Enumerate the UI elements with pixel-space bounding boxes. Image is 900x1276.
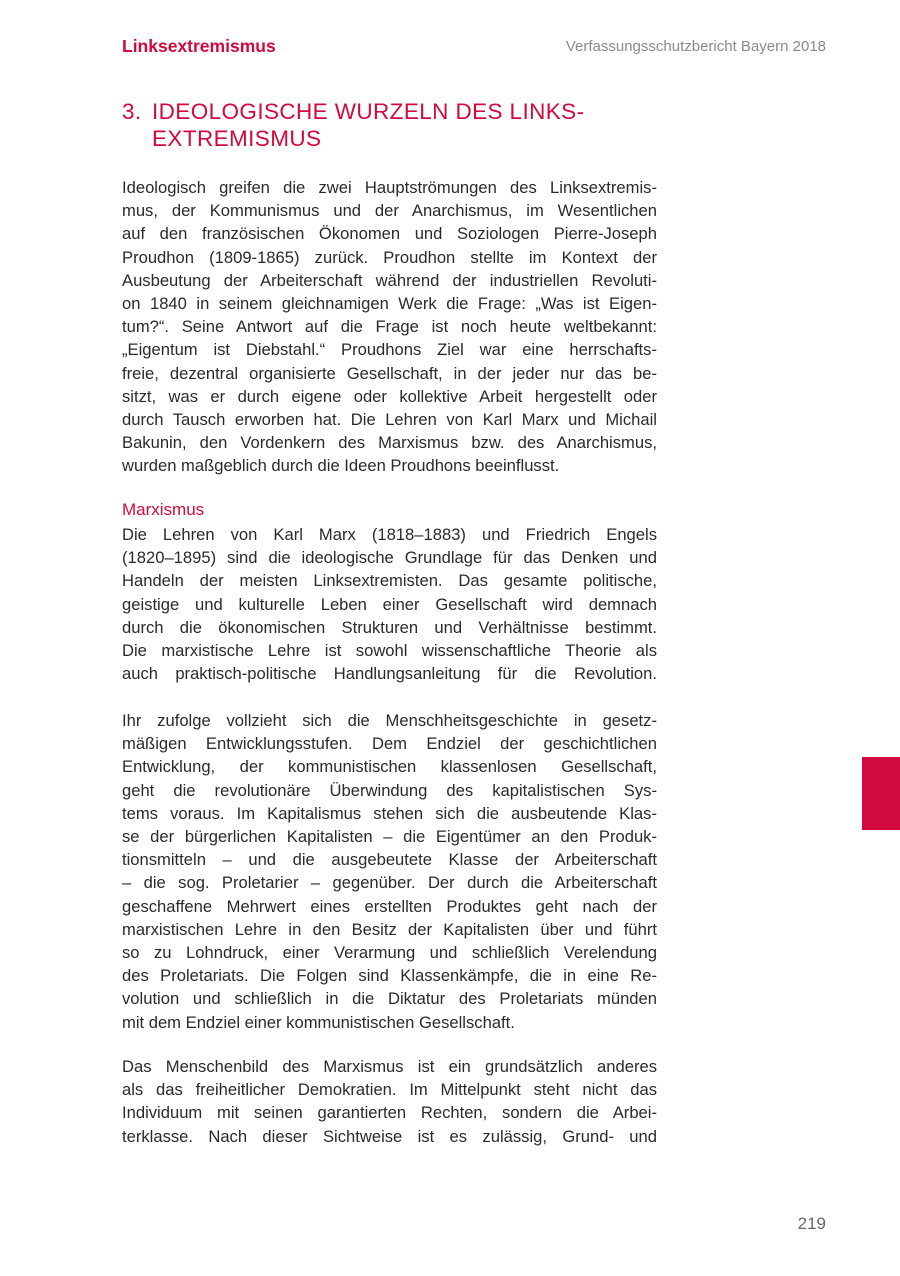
text-line: mus, der Kommunismus und der Anarchismus, im Wesentlichen [122, 201, 657, 221]
text-line: Individuum mit seinen garantierten Rechten, sondern die Arbei- [122, 1103, 657, 1123]
intro-paragraph [122, 176, 657, 478]
text-line: mit dem Endziel einer kommunistischen Gesellschaft. [122, 1012, 515, 1032]
chapter-number: 3. [122, 99, 142, 124]
text-line: durch Tausch erworben hat. Die Lehren von Karl Marx und Michail [122, 410, 657, 430]
text-line: Ideologisch greifen die zwei Hauptströmungen des Linksextremis- [122, 178, 657, 197]
text-line: „Eigentum ist Diebstahl.“ Proudhons Ziel war eine herrschafts- [122, 340, 657, 360]
text-line: (1820–1895) sind die ideologische Grundlage für das Denken und [122, 548, 657, 568]
text-line: auf den französischen Ökonomen und Soziologen Pierre-Joseph [122, 224, 657, 244]
text-line: tems voraus. Im Kapitalismus stehen sich die ausbeutende Klas- [122, 803, 657, 823]
chapter-title-line1: IDEOLOGISCHE WURZELN DES LINKS- [152, 99, 585, 124]
marxismus-paragraph-1 [122, 523, 657, 685]
text-line: Ausbeutung der Arbeiterschaft während der industriellen Revoluti- [122, 270, 657, 290]
text-line: Die marxistische Lehre ist sowohl wissenschaftliche Theorie als [122, 641, 657, 661]
text-line: freie, dezentral organisierte Gesellschaft, in der jeder nur das be- [122, 363, 657, 383]
text-line: mäßigen Entwicklungsstufen. Dem Endziel der geschichtlichen [122, 734, 657, 754]
text-line: terklasse. Nach dieser Sichtweise ist es zulässig, Grund- und [122, 1126, 657, 1146]
running-head-publication: Verfassungsschutzbericht Bayern 2018 [565, 38, 826, 55]
text-line: Bakunin, den Vordenkern des Marxismus bzw. des Anarchismus, [122, 433, 657, 453]
page-number: 219 [797, 1214, 826, 1233]
text-line: Die Lehren von Karl Marx (1818–1883) und Friedrich Engels [122, 525, 657, 544]
text-line: tionsmitteln – und die ausgebeutete Klasse der Arbeiterschaft [122, 850, 657, 870]
text-line: so zu Lohndruck, einer Verarmung und schließlich Verelendung [122, 943, 657, 963]
marxismus-paragraph-3 [122, 1055, 657, 1148]
text-line: se der bürgerlichen Kapitalisten – die Eigentümer an den Produk- [122, 827, 657, 847]
text-line: – die sog. Proletarier – gegenüber. Der durch die Arbeiterschaft [122, 873, 657, 893]
chapter-title-line2: EXTREMISMUS [152, 126, 322, 151]
marxismus-paragraph-2 [122, 709, 657, 1034]
text-line: Ihr zufolge vollzieht sich die Menschheitsgeschichte in gesetz- [122, 711, 657, 730]
text-line: Das Menschenbild des Marxismus ist ein grundsätzlich anderes [122, 1057, 657, 1076]
running-head-section: Linksextremismus [122, 36, 276, 56]
text-line: geht die revolutionäre Überwindung des kapitalistischen Sys- [122, 780, 657, 800]
chapter-thumb-tab [862, 757, 900, 830]
chapter-title [122, 98, 682, 152]
text-line: tum?“. Seine Antwort auf die Frage ist noch heute weltbekannt: [122, 317, 657, 337]
text-line: wurden maßgeblich durch die Ideen Proudhons beeinflusst. [122, 456, 560, 476]
text-line: Entwicklung, der kommunistischen klassenlosen Gesellschaft, [122, 757, 657, 777]
text-line: des Proletariats. Die Folgen sind Klassenkämpfe, die in eine Re- [122, 966, 657, 986]
text-line: als das freiheitlicher Demokratien. Im Mittelpunkt steht nicht das [122, 1080, 657, 1100]
text-line: geistige und kulturelle Leben einer Gesellschaft wird demnach [122, 594, 657, 614]
text-line: volution und schließlich in die Diktatur des Proletariats münden [122, 989, 657, 1009]
text-line: Proudhon (1809-1865) zurück. Proudhon stellte im Kontext der [122, 247, 657, 267]
text-line: sitzt, was er durch eigene oder kollektive Arbeit hergestellt oder [122, 386, 657, 406]
text-line: on 1840 in seinem gleichnamigen Werk die Frage: „Was ist Eigen- [122, 294, 657, 314]
text-line: durch die ökonomischen Strukturen und Verhältnisse bestimmt. [122, 617, 657, 637]
text-line: geschaffene Mehrwert eines erstellten Produktes geht nach der [122, 896, 657, 916]
text-line: Handeln der meisten Linksextremisten. Das gesamte politische, [122, 571, 657, 591]
text-line: auch praktisch-politische Handlungsanleitung für die Revolution. [122, 664, 657, 684]
subheading-marxismus: Marxismus [122, 500, 205, 519]
text-line: marxistischen Lehre in den Besitz der Kapitalisten über und führt [122, 919, 657, 939]
